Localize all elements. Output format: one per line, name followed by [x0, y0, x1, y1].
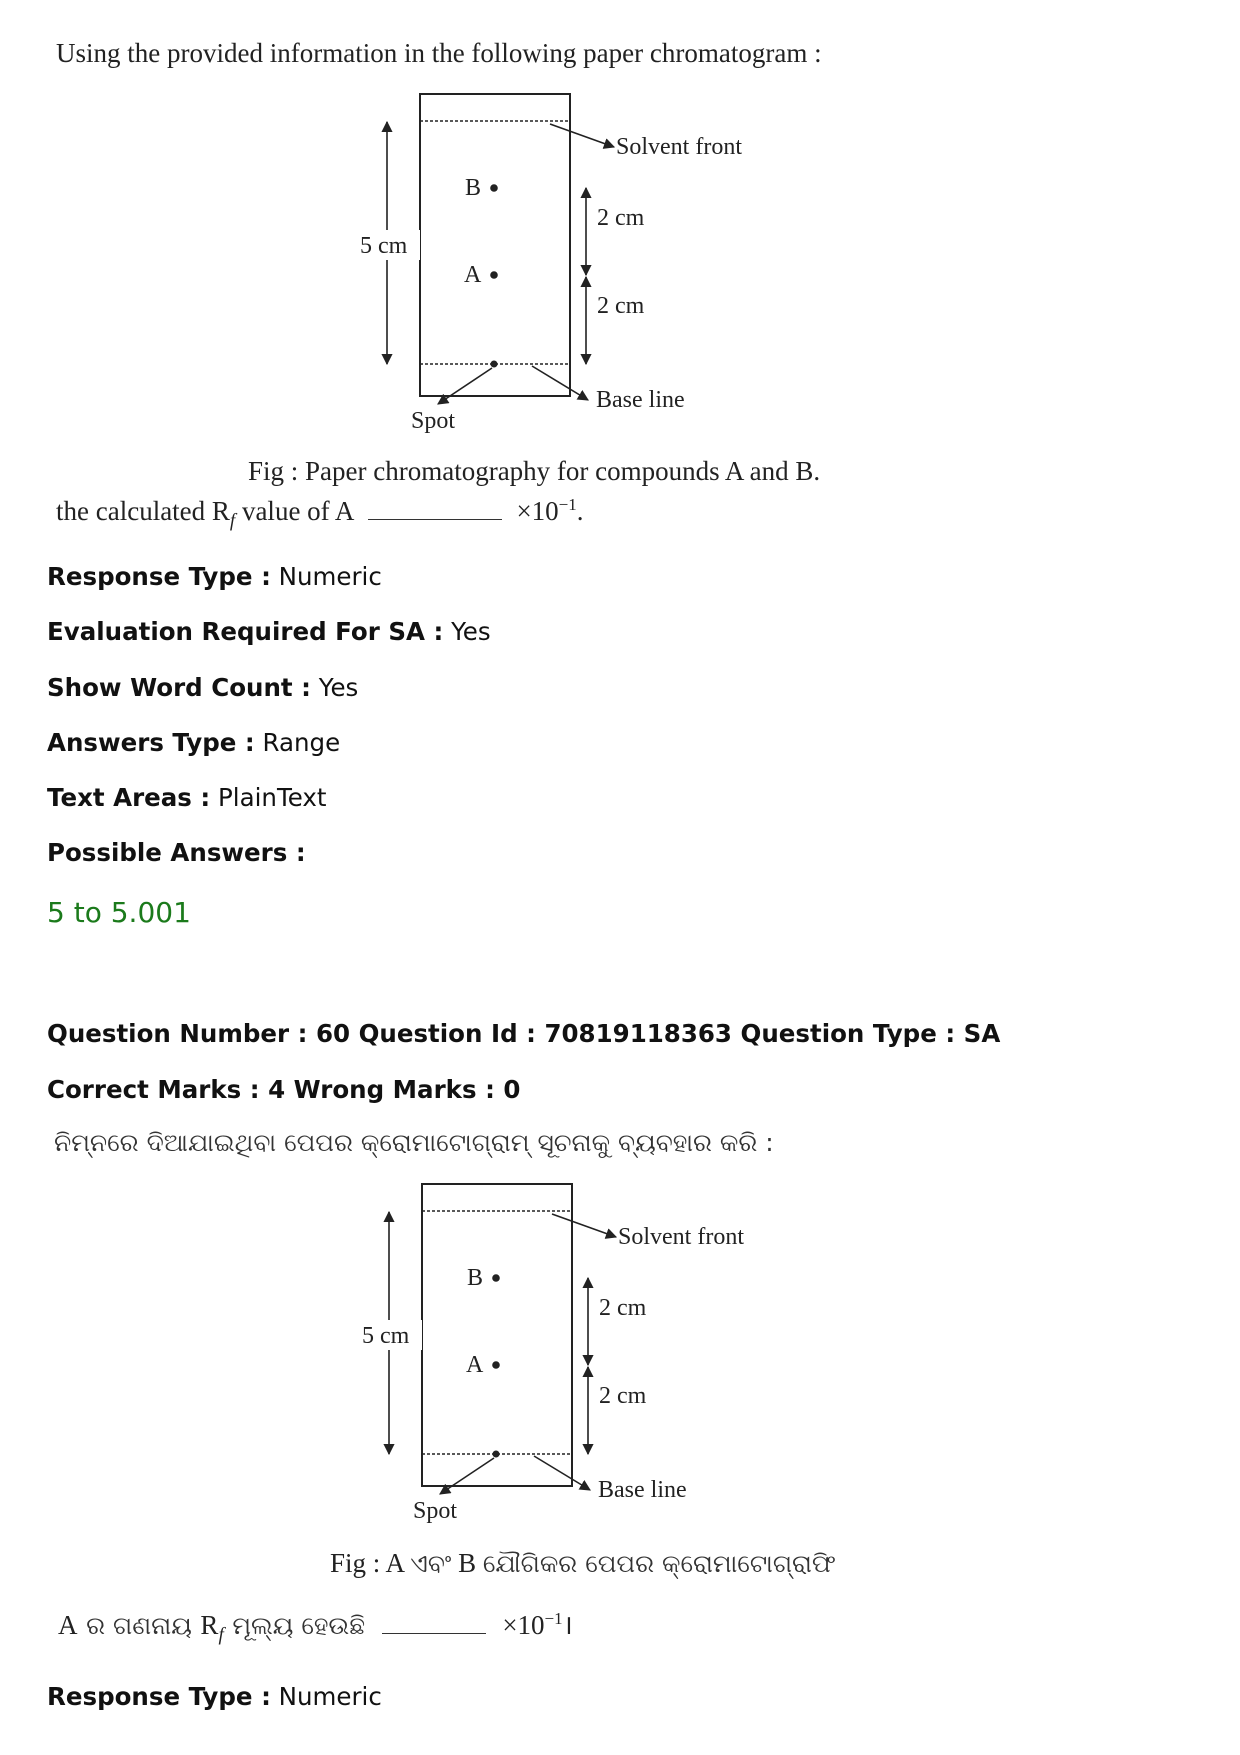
- point-b-label: B: [467, 1265, 484, 1291]
- base-line-pointer: [532, 366, 588, 400]
- point-b-label: B: [465, 175, 482, 201]
- lower-gap-label: 2 cm: [597, 293, 645, 319]
- field-response-type: Response Type : Numeric: [47, 562, 382, 591]
- solvent-front-label: Solvent front: [618, 1224, 744, 1250]
- question-2-marks: Correct Marks : 4 Wrong Marks : 0: [47, 1075, 521, 1104]
- upper-gap-label: 2 cm: [597, 205, 645, 231]
- spot-label: Spot: [411, 408, 456, 434]
- lower-gap-label: 2 cm: [599, 1383, 647, 1409]
- question-2-intro-odia: ନିମ୍ନରେ ଦିଆଯାଇଥିବା ପେପର କ୍ରୋମାଟୋଗ୍ରାମ୍ ସୂଚନାକୁ ବ୍ୟବହାର କରି :: [54, 1128, 774, 1157]
- base-line-label: Base line: [598, 1477, 687, 1503]
- figure-1-caption: Fig : Paper chromatography for compounds A and B.: [248, 456, 821, 486]
- base-line-label: Base line: [596, 387, 685, 413]
- question-1-intro: Using the provided information in the following paper chromatogram :: [56, 38, 822, 68]
- paper-strip: [422, 1184, 572, 1486]
- point-a-label: A: [464, 262, 482, 288]
- field-text-areas: Text Areas : PlainText: [47, 783, 327, 812]
- point-b-dot: [492, 1274, 500, 1282]
- question-1-prompt: the calculated $R_f$ value of $A \times 10^{-1}$.: [56, 495, 584, 532]
- spot-dot: [493, 1451, 500, 1458]
- figure-2-caption: Fig : A ଏବଂ B ଯୌଗିକର ପେପର କ୍ରୋମାଟୋଗ୍ରାଫି: [330, 1548, 836, 1578]
- field-answers-type: Answers Type : Range: [47, 728, 341, 757]
- field-show-word-count: Show Word Count : Yes: [47, 673, 359, 702]
- possible-answer-value: 5 to 5.001: [47, 896, 191, 929]
- field-evaluation-required: Evaluation Required For SA : Yes: [47, 617, 491, 646]
- base-line-pointer: [534, 1456, 590, 1490]
- solvent-front-pointer: [552, 1214, 616, 1237]
- height-label: 5 cm: [362, 1323, 410, 1349]
- height-label: 5 cm: [360, 233, 408, 259]
- point-a-dot: [492, 1361, 500, 1369]
- point-b-dot: [490, 184, 498, 192]
- chromatogram-figure-2: [302, 1170, 744, 1503]
- answer-blank: [368, 519, 502, 520]
- paper-strip: [420, 94, 570, 396]
- question-2-header: Question Number : 60 Question Id : 70819118363 Question Type : SA: [47, 1019, 1001, 1048]
- point-a-dot: [490, 271, 498, 279]
- spot-pointer: [440, 1458, 494, 1494]
- answer-blank-2: [382, 1633, 486, 1634]
- solvent-front-label: Solvent front: [616, 134, 742, 160]
- point-a-label: A: [466, 1352, 484, 1378]
- spot-pointer: [438, 368, 492, 404]
- solvent-front-pointer: [550, 124, 614, 147]
- spot-label-2: Spot: [413, 1498, 458, 1524]
- upper-gap-label: 2 cm: [599, 1295, 647, 1321]
- question-2-prompt: A ର ଗଣନାୟ $R_f$ ମୂଲ୍ୟ ହେଉଛି $\times 10^{-1}।$: [58, 1609, 573, 1646]
- chromatogram-figure-1: [300, 80, 742, 413]
- field-possible-answers: Possible Answers :: [47, 838, 306, 867]
- spot-dot: [491, 361, 498, 368]
- field-response-type-2: Response Type : Numeric: [47, 1682, 382, 1711]
